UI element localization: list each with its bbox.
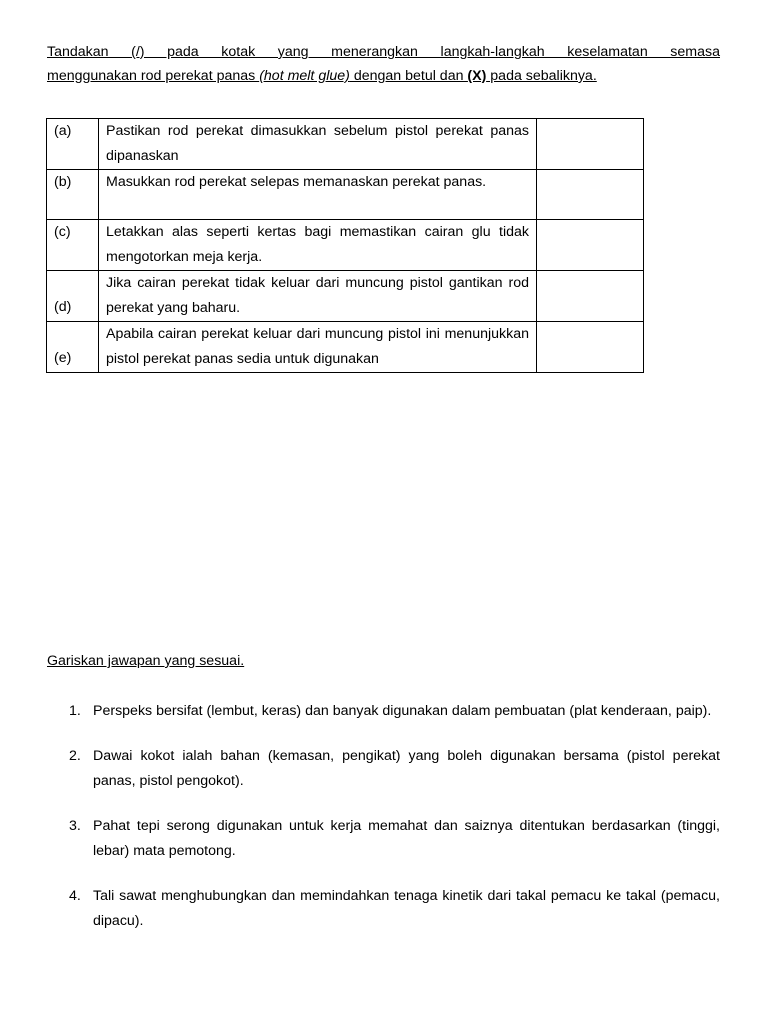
item-number: 2. bbox=[69, 748, 81, 764]
table-row bbox=[47, 271, 644, 322]
row-statement: Pastikan rod perekat dimasukkan sebelum pistol perekat panas dipanaskan bbox=[99, 119, 537, 170]
item-text: Tali sawat menghubungkan dan memindahkan tenaga kinetik dari takal pemacu ke takal (pemacu, dipacu). bbox=[93, 888, 720, 929]
answer-box[interactable] bbox=[537, 271, 644, 322]
table-row bbox=[47, 170, 644, 220]
row-statement: Apabila cairan perekat keluar dari muncung pistol ini menunjukkan pistol perekat panas sedia untuk digunakan bbox=[99, 322, 537, 373]
answer-box[interactable] bbox=[537, 119, 644, 170]
answer-box[interactable] bbox=[537, 322, 644, 373]
row-label: (d) bbox=[47, 271, 99, 322]
list-item bbox=[47, 814, 720, 864]
row-label: (e) bbox=[47, 322, 99, 373]
table-row bbox=[47, 220, 644, 271]
question-list bbox=[47, 699, 720, 934]
safety-steps-table bbox=[46, 118, 644, 373]
section-heading: Gariskan jawapan yang sesuai. bbox=[47, 653, 245, 669]
answer-box[interactable] bbox=[537, 170, 644, 220]
instruction-term: (hot melt glue) bbox=[259, 68, 350, 84]
item-text: Pahat tepi serong digunakan untuk kerja memahat dan saiznya ditentukan berdasarkan (tinggi, lebar) mata pemotong. bbox=[93, 818, 720, 859]
instruction-text: pada sebaliknya. bbox=[486, 68, 597, 84]
instruction-line-1: Tandakan (/) pada kotak yang menerangkan langkah-langkah keselamatan semasa bbox=[47, 44, 720, 60]
instruction-text: menggunakan rod perekat panas bbox=[47, 68, 260, 84]
row-label: (b) bbox=[47, 170, 99, 220]
list-item bbox=[47, 884, 720, 934]
item-number: 1. bbox=[69, 703, 81, 719]
instruction-line-2 bbox=[47, 64, 720, 88]
row-statement: Masukkan rod perekat selepas memanaskan perekat panas. bbox=[99, 170, 537, 220]
list-item bbox=[47, 699, 720, 724]
row-statement: Jika cairan perekat tidak keluar dari muncung pistol gantikan rod perekat yang baharu. bbox=[99, 271, 537, 322]
table-row bbox=[47, 119, 644, 170]
list-item bbox=[47, 744, 720, 794]
item-text: Perspeks bersifat (lembut, keras) dan banyak digunakan dalam pembuatan (plat kenderaan, paip). bbox=[93, 703, 712, 719]
answer-box[interactable] bbox=[537, 220, 644, 271]
item-number: 4. bbox=[69, 888, 81, 904]
row-statement: Letakkan alas seperti kertas bagi memastikan cairan glu tidak mengotorkan meja kerja. bbox=[99, 220, 537, 271]
item-number: 3. bbox=[69, 818, 81, 834]
row-label: (c) bbox=[47, 220, 99, 271]
item-text: Dawai kokot ialah bahan (kemasan, pengikat) yang boleh digunakan bersama (pistol perekat panas, pistol pengokot). bbox=[93, 748, 720, 789]
instruction-text: dengan betul dan bbox=[349, 68, 468, 84]
row-label: (a) bbox=[47, 119, 99, 170]
instruction-mark: (X) bbox=[467, 68, 487, 84]
table-row bbox=[47, 322, 644, 373]
